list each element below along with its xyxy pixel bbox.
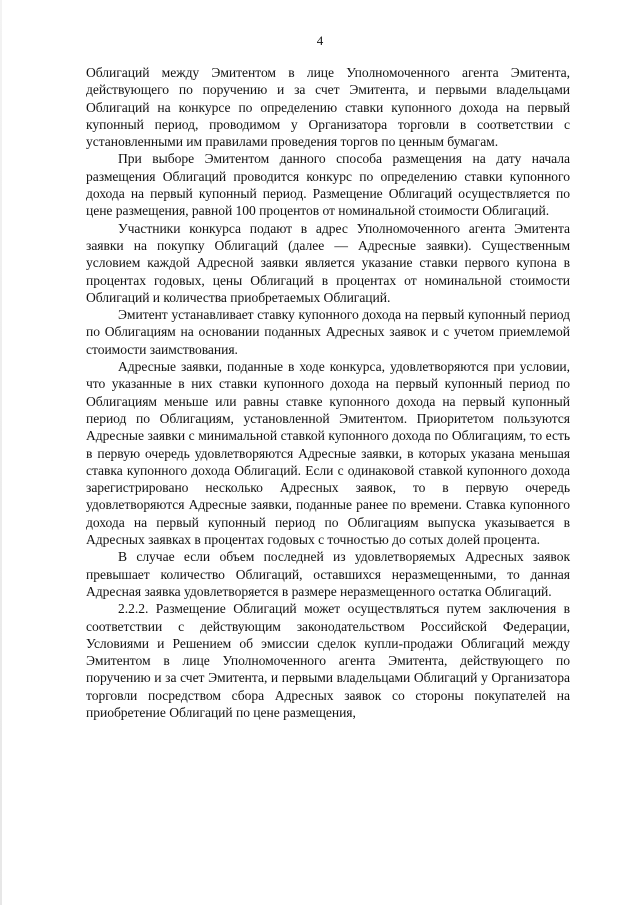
scan-edge	[0, 0, 2, 905]
paragraph-5: Адресные заявки, поданные в ходе конкурса, удовлетворяются при условии, что указанные в них ставки купонного дохода на первый купонный период по Облигациям меньше или равны ставке купонного дохода на первый купонный период по Облигациям, установленной Эмитентом. Приоритетом пользуются Адресные заявки с минимальной ставкой купонного дохода по Облигациям, то есть в первую очередь удовлетворяются Адресные заявки, в которых указана меньшая ставка купонного дохода Облигаций. Если с одинаковой ставкой купонного дохода зарегистрировано несколько Адресных заявок, то в первую очередь удовлетворяются Адресные заявки, поданные ранее по времени. Ставка купонного дохода на первый купонный период по Облигациям выпуска указывается в Адресных заявках в процентах годовых с точностью до сотых долей процента.	[86, 359, 570, 548]
paragraph-7: 2.2.2. Размещение Облигаций может осуществляться путем заключения в соответствии с действующим законодательством Российской Федерации, Условиями и Решением об эмиссии сделок купли-продажи Облигаций между Эмитентом в лице Уполномоченного агента Эмитента, действующего по поручению и за счет Эмитента, и первыми владельцами Облигаций у Организатора торговли посредством сбора Адресных заявок со стороны покупателей на приобретение Облигаций по цене размещения,	[86, 601, 570, 720]
paragraph-6: В случае если объем последней из удовлетворяемых Адресных заявок превышает количество Облигаций, оставшихся неразмещенными, то данная Адресная заявка удовлетворяется в размере неразмещенного остатка Облигаций.	[86, 549, 570, 599]
page-number: 4	[316, 33, 324, 48]
paragraph-2: При выборе Эмитентом данного способа размещения на дату начала размещения Облигаций проводится конкурс по определению ставки купонного дохода на первый купонный период. Размещение Облигаций осуществляется по цене размещения, равной 100 процентов от номинальной стоимости Облигаций.	[86, 151, 570, 219]
paragraph-3: Участники конкурса подают в адрес Уполномоченного агента Эмитента заявки на покупку Облигаций (далее — Адресные заявки). Существенным условием каждой Адресной заявки является указание ставки первого купона в процентах годовых, цены Облигаций в процентах от номинальной стоимости Облигаций и количества приобретаемых Облигаций.	[86, 220, 570, 305]
paragraph-1: Облигаций между Эмитентом в лице Уполномоченного агента Эмитента, действующего по поручению и за счет Эмитента, и первыми владельцами Облигаций на конкурсе по определению ставки купонного дохода на первый купонный период, проводимом у Организатора торговли в соответствии с установленными им правилами проведения торгов по ценным бумагам.	[86, 65, 570, 150]
paragraph-4: Эмитент устанавливает ставку купонного дохода на первый купонный период по Облигациям на основании поданных Адресных заявок и с учетом приемлемой стоимости заимствования.	[86, 307, 570, 357]
document-body	[86, 64, 570, 721]
